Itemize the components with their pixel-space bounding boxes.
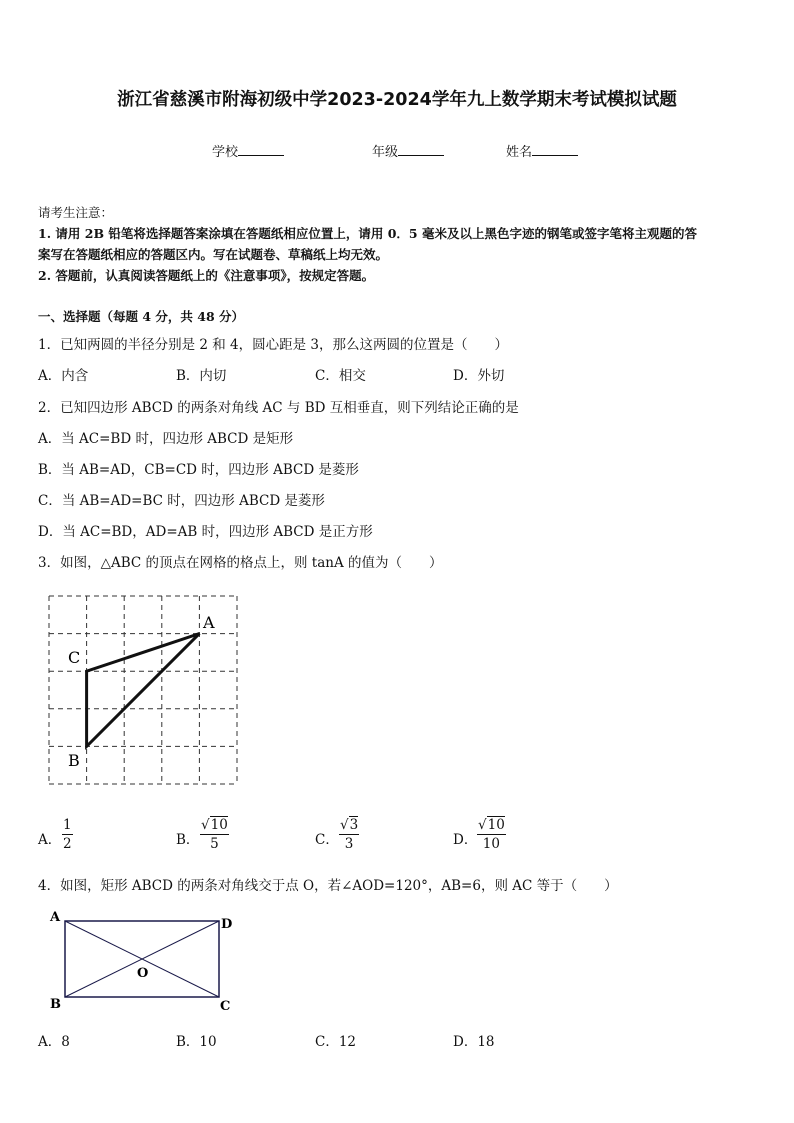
label-d: D — [221, 917, 233, 932]
q2-option-c: C．当 AB=AD=BC 时，四边形 ABCD 是菱形 — [38, 493, 325, 509]
label-c: C — [68, 648, 81, 667]
notice-heading: 请考生注意： — [38, 205, 114, 220]
q4-option-d: D．18 — [453, 1034, 495, 1050]
radicand: 10 — [487, 817, 505, 833]
notice-line-1b: 案写在答题纸相应的答题区内。写在试题卷、草稿纸上均无效。 — [38, 247, 389, 262]
section-heading: 一、选择题（每题 4 分，共 48 分） — [38, 309, 245, 324]
school-field — [212, 141, 284, 160]
name-blank — [532, 143, 578, 156]
label-c: C — [220, 999, 231, 1014]
q3-option-b-fraction — [200, 816, 229, 853]
fraction-numerator: 1 — [63, 817, 72, 833]
q3-grid-figure — [40, 590, 250, 790]
q3-option-d-label: D． — [453, 832, 478, 848]
q3-option-c-label: C． — [315, 832, 339, 848]
question-2-stem: 2．已知四边形 ABCD 的两条对角线 AC 与 BD 互相垂直，则下列结论正确的是 — [38, 400, 519, 416]
fraction-numerator: √10 — [201, 817, 228, 833]
fraction-denominator: 10 — [477, 834, 506, 853]
q2-option-b: B．当 AB=AD，CB=CD 时，四边形 ABCD 是菱形 — [38, 462, 359, 478]
q1-option-a: A．内含 — [38, 368, 89, 384]
page-title: 浙江省慈溪市附海初级中学2023-2024学年九上数学期末考试模拟试题 — [117, 90, 677, 110]
radicand: 10 — [210, 817, 228, 833]
q1-option-c: C．相交 — [315, 368, 366, 384]
q3-option-d-fraction — [477, 816, 506, 853]
question-4-stem: 4．如图，矩形 ABCD 的两条对角线交于点 O，若∠AOD=120°，AB=6，则 AC 等于（ ） — [38, 878, 618, 894]
name-field — [506, 141, 578, 160]
school-label: 学校 — [212, 145, 239, 160]
q3-option-c-fraction — [339, 816, 359, 853]
label-b: B — [50, 997, 61, 1012]
q2-option-d: D．当 AC=BD，AD=AB 时，四边形 ABCD 是正方形 — [38, 524, 373, 540]
label-b: B — [68, 751, 80, 770]
school-blank — [238, 143, 284, 156]
label-a: A — [203, 613, 215, 632]
q4-option-a: A．8 — [38, 1034, 70, 1050]
question-3-stem: 3．如图，△ABC 的顶点在网格的格点上，则 tanA 的值为（ ） — [38, 555, 443, 571]
grade-blank — [398, 143, 444, 156]
triangle-abc — [87, 634, 200, 747]
grade-field — [372, 141, 444, 160]
label-o: O — [137, 966, 149, 981]
q2-option-a: A．当 AC=BD 时，四边形 ABCD 是矩形 — [38, 431, 294, 447]
q3-option-a-fraction — [62, 816, 73, 853]
fraction-denominator: 3 — [339, 834, 359, 853]
q4-rectangle-figure — [44, 905, 244, 1015]
fraction-denominator: 5 — [200, 834, 229, 853]
radicand: 3 — [349, 817, 359, 833]
name-label: 姓名 — [506, 145, 533, 160]
label-a: A — [50, 910, 61, 925]
question-1-stem: 1．已知两圆的半径分别是 2 和 4，圆心距是 3，那么这两圆的位置是（ ） — [38, 337, 509, 353]
q3-option-b-label: B． — [176, 832, 200, 848]
q4-option-c: C．12 — [315, 1034, 357, 1050]
q1-option-b: B．内切 — [176, 368, 227, 384]
fraction-denominator: 2 — [63, 836, 72, 852]
notice-line-1a: 1. 请用 2B 铅笔将选择题答案涂填在答题纸相应位置上，请用 0．5 毫米及以上黑色字迹的钢笔或签字笔将主观题的答 — [38, 226, 697, 241]
q4-option-b: B．10 — [176, 1034, 217, 1050]
notice-line-2: 2. 答题前，认真阅读答题纸上的《注意事项》，按规定答题。 — [38, 268, 375, 283]
fraction-numerator: √10 — [478, 817, 505, 833]
fraction-numerator: √3 — [340, 817, 359, 833]
q1-option-d: D．外切 — [453, 368, 505, 384]
q3-option-a-label: A． — [38, 832, 62, 848]
grade-label: 年级 — [372, 145, 399, 160]
